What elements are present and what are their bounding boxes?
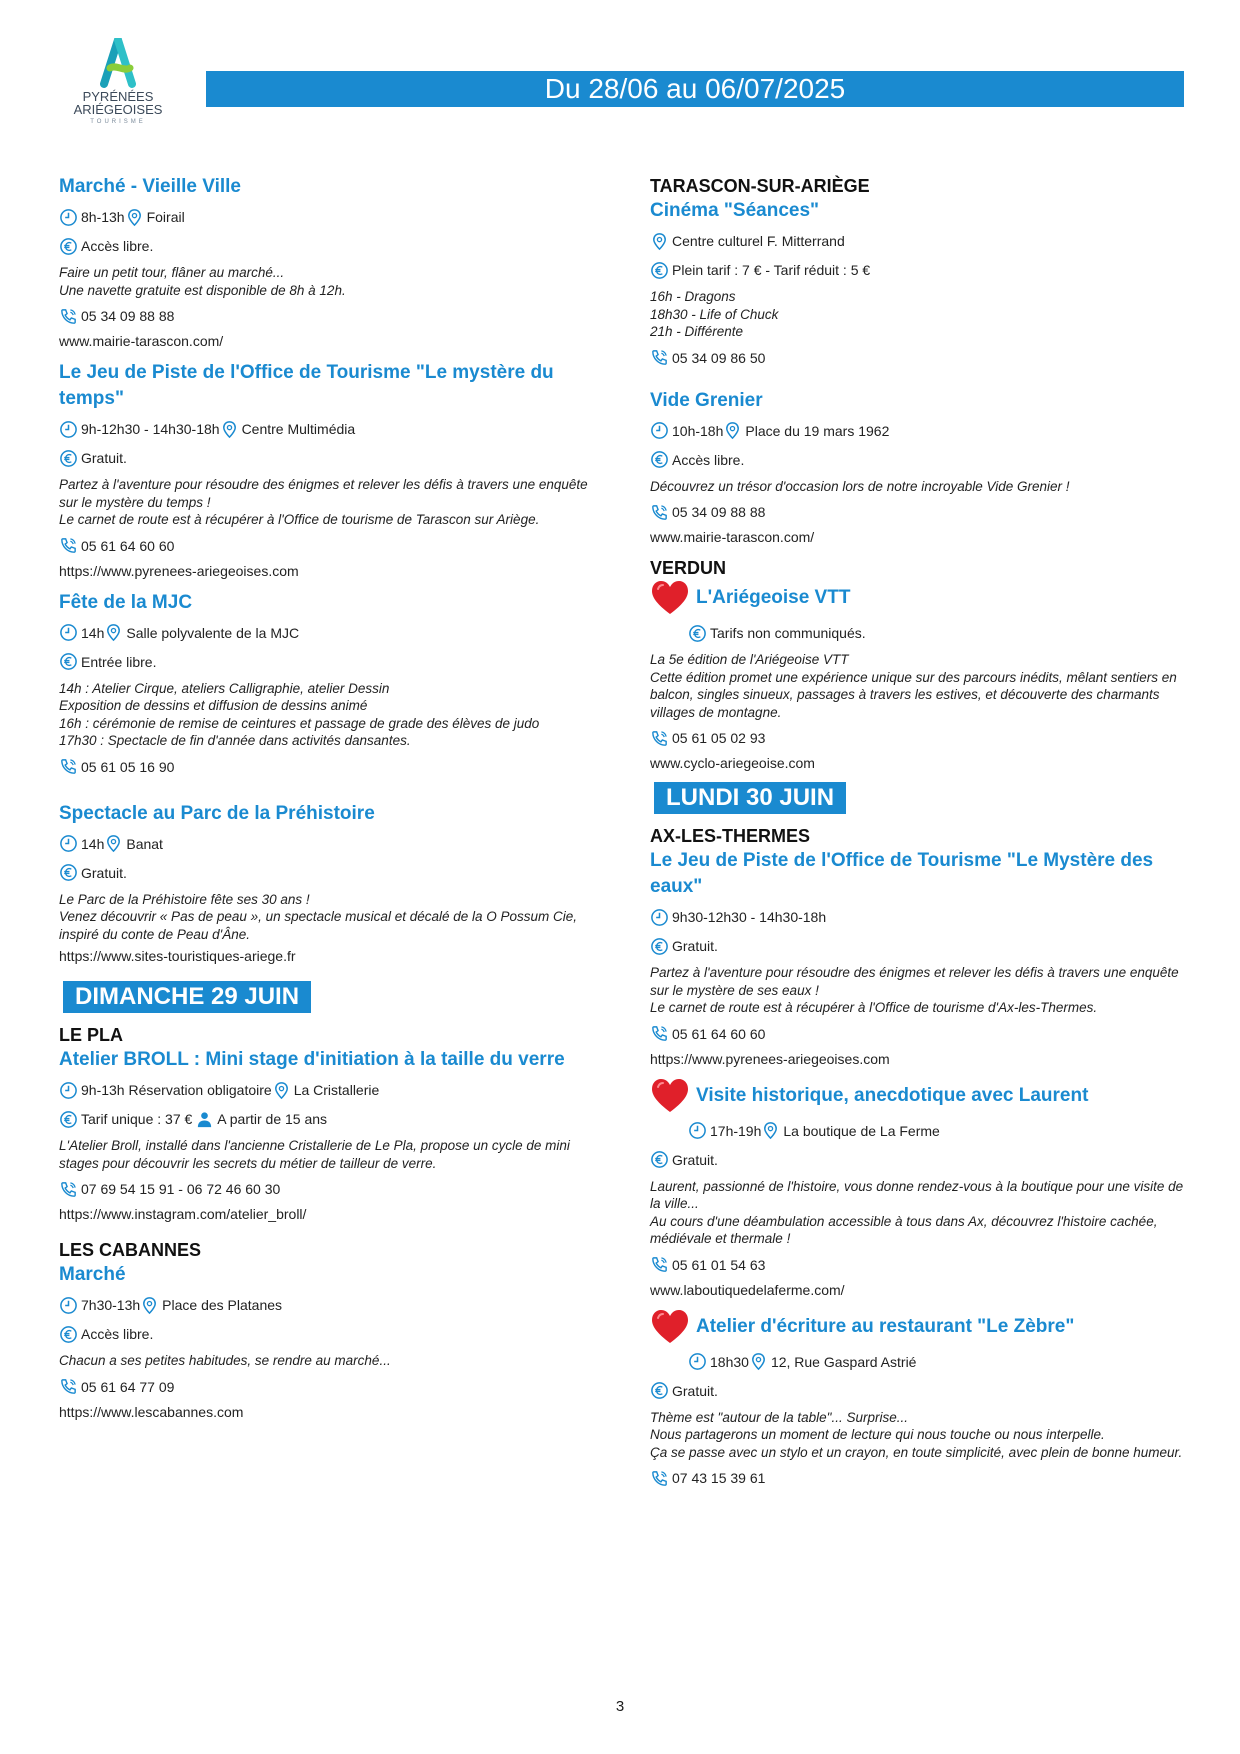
event-atelier-ecriture	[650, 1309, 1186, 1491]
price-line	[650, 934, 1186, 958]
place-heading: VERDUN	[650, 558, 727, 578]
price-line	[650, 1379, 1186, 1403]
location-pin-icon	[104, 834, 123, 853]
event-location: Foirail	[146, 209, 185, 225]
euro-icon	[650, 1150, 669, 1169]
time-location-line	[688, 1119, 1186, 1143]
event-title: Cinéma "Séances"	[650, 200, 820, 221]
event-location: La boutique de La Ferme	[783, 1122, 940, 1139]
event-price: Gratuit.	[672, 1382, 718, 1399]
event-title: Le Jeu de Piste de l'Office de Tourisme "Le mystère du temps"	[59, 362, 554, 409]
event-time: 10h-18h	[672, 422, 724, 439]
event-cinema-seances	[650, 198, 1186, 370]
phone-line	[59, 534, 599, 558]
brand-logo	[62, 38, 174, 125]
location-pin-icon	[723, 421, 742, 440]
event-time: 9h-13h Réservation obligatoire	[81, 1082, 272, 1098]
logo-text-line1: PYRÉNÉES	[82, 89, 154, 104]
clock-icon	[59, 1081, 78, 1100]
time-line	[650, 905, 1186, 929]
logo-text-line3: TOURISME	[90, 119, 146, 125]
event-url[interactable]: https://www.sites-touristiques-ariege.fr	[59, 948, 296, 964]
phone-icon	[59, 536, 78, 555]
right-column	[650, 174, 1186, 1499]
price-line	[59, 234, 599, 258]
event-location: 12, Rue Gaspard Astrié	[770, 1353, 917, 1370]
event-title: L'Ariégeoise VTT	[696, 587, 851, 608]
event-phone[interactable]: 05 34 09 88 88	[672, 504, 766, 520]
logo-mark-icon	[96, 38, 140, 90]
place-heading: LES CABANNES	[59, 1240, 202, 1260]
time-location-line	[59, 417, 599, 441]
event-time: 9h-12h30 - 14h30-18h	[81, 421, 220, 437]
event-price: Entrée libre.	[81, 653, 157, 670]
phone-icon	[650, 1024, 669, 1043]
event-description: Laurent, passionné de l'histoire, vous donne rendez-vous à la boutique pour une visite de la ville... Au cours d'une déambulation accessible à tous dans Ax, découvrez l'histoire cachée, médiévale et thermale !	[650, 1178, 1184, 1246]
time-location-line	[688, 1350, 1186, 1374]
location-pin-icon	[272, 1081, 291, 1100]
phone-icon	[59, 757, 78, 776]
event-title: Marché - Vieille Ville	[59, 176, 242, 197]
price-line	[650, 448, 1186, 472]
left-column	[59, 174, 599, 1431]
phone-icon	[59, 1377, 78, 1396]
phone-icon	[650, 1469, 669, 1488]
event-price: Accès libre.	[672, 451, 745, 468]
heart-icon	[650, 580, 690, 616]
event-location: Place du 19 mars 1962	[745, 422, 890, 439]
phone-line	[59, 304, 599, 328]
event-time: 8h-13h	[81, 209, 125, 225]
phone-line	[59, 1375, 599, 1399]
place-heading: AX-LES-THERMES	[650, 826, 811, 846]
euro-icon	[59, 1325, 78, 1344]
event-location: Centre Multimédia	[241, 421, 356, 437]
event-url[interactable]: https://www.pyrenees-ariegeoises.com	[59, 562, 299, 579]
event-jeu-de-piste-eaux	[650, 848, 1186, 1069]
event-description: Chacun a ses petites habitudes, se rendre au marché...	[59, 1353, 391, 1368]
event-location: Banat	[126, 835, 163, 852]
event-description: La 5e édition de l'Ariégeoise VTT Cette édition promet une expérience unique sur des parcours inédits, mêlant sentiers en balcon, singles sinueux, passages à travers les estives, et découverte des charmants villages de montagne.	[650, 652, 1177, 720]
phone-icon	[59, 1180, 78, 1199]
event-price: Accès libre.	[81, 1326, 154, 1342]
phone-icon	[59, 307, 78, 326]
euro-icon	[688, 624, 707, 643]
event-phone[interactable]: 05 34 09 88 88	[81, 308, 175, 324]
phone-icon	[650, 729, 669, 748]
event-description: Partez à l'aventure pour résoudre des énigmes et relever les défis à travers une enquête sur le mystère du temps ! Le carnet de route est à récupérer à l'Office de tourisme de Tarascon sur Ariège.	[59, 477, 588, 527]
event-phone[interactable]: 05 61 64 77 09	[81, 1378, 175, 1395]
phone-line	[650, 1253, 1186, 1277]
phone-line	[650, 726, 1186, 750]
euro-icon	[650, 450, 669, 469]
event-url[interactable]: https://www.pyrenees-ariegeoises.com	[650, 1050, 890, 1067]
time-location-line	[59, 621, 599, 645]
place-heading: LE PLA	[59, 1025, 124, 1045]
page-number: 3	[615, 1698, 625, 1715]
event-phone[interactable]: 07 43 15 39 61	[672, 1470, 766, 1486]
phone-line	[650, 500, 1186, 524]
event-url[interactable]: https://www.lescabannes.com	[59, 1403, 244, 1420]
location-pin-icon	[220, 420, 239, 439]
euro-icon	[59, 652, 78, 671]
location-pin-icon	[125, 208, 144, 227]
heart-icon	[650, 1309, 690, 1345]
phone-icon	[650, 1255, 669, 1274]
price-line	[59, 1322, 599, 1346]
event-time: 7h30-13h	[81, 1297, 141, 1313]
event-phone[interactable]: 05 61 64 60 60	[81, 537, 175, 554]
event-title: Spectacle au Parc de la Préhistoire	[59, 802, 375, 824]
day-header-lundi: LUNDI 30 JUIN	[654, 782, 846, 814]
euro-icon	[59, 449, 78, 468]
event-title: Atelier BROLL : Mini stage d'initiation à la taille du verre	[59, 1049, 565, 1070]
time-location-line	[59, 1293, 599, 1317]
euro-icon	[650, 937, 669, 956]
price-line	[59, 446, 599, 470]
event-fete-mjc	[59, 590, 599, 779]
location-pin-icon	[104, 623, 123, 642]
event-visite-historique	[650, 1078, 1186, 1300]
event-price: Tarifs non communiqués.	[710, 625, 866, 641]
event-title: Fête de la MJC	[59, 591, 193, 613]
event-url[interactable]: https://www.instagram.com/atelier_broll/	[59, 1206, 307, 1222]
clock-icon	[59, 1296, 78, 1315]
clock-icon	[59, 834, 78, 853]
clock-icon	[59, 623, 78, 642]
event-url[interactable]: www.mairie-tarascon.com/	[650, 529, 815, 545]
event-phone[interactable]: 05 61 05 02 93	[672, 730, 766, 746]
location-line	[650, 229, 1186, 253]
event-phone[interactable]: 05 61 64 60 60	[672, 1025, 766, 1042]
event-price: Gratuit.	[672, 938, 718, 954]
event-vide-grenier	[650, 388, 1186, 548]
event-time: 9h30-12h30 - 14h30-18h	[672, 909, 827, 925]
event-price: Gratuit.	[672, 1151, 718, 1168]
event-phone[interactable]: 07 69 54 15 91 - 06 72 46 60 30	[81, 1181, 281, 1197]
day-header-dimanche: DIMANCHE 29 JUIN	[63, 981, 311, 1013]
phone-line	[650, 346, 1186, 370]
event-price: Gratuit.	[81, 864, 127, 881]
event-location: La Cristallerie	[293, 1082, 380, 1098]
event-title: Visite historique, anecdotique avec Laurent	[696, 1084, 1089, 1106]
event-price: Tarif unique : 37 €	[81, 1111, 193, 1127]
person-icon	[195, 1110, 214, 1129]
event-title-row	[650, 1309, 1186, 1345]
time-location-line	[59, 1078, 599, 1102]
clock-icon	[650, 421, 669, 440]
logo-text-line2: ARIÉGEOISES	[73, 102, 163, 117]
price-line	[650, 258, 1186, 282]
phone-line	[59, 1177, 599, 1201]
euro-icon	[650, 1381, 669, 1400]
event-time: 14h	[81, 835, 105, 852]
event-url[interactable]: www.mairie-tarascon.com/	[59, 333, 224, 349]
event-title: Vide Grenier	[650, 389, 763, 411]
time-location-line	[59, 832, 599, 856]
place-heading: TARASCON-SUR-ARIÈGE	[650, 176, 870, 196]
event-time: 14h	[81, 624, 105, 641]
event-age: A partir de 15 ans	[217, 1111, 328, 1127]
euro-icon	[59, 1110, 78, 1129]
price-line	[59, 650, 599, 674]
event-description: 16h - Dragons 18h30 - Life of Chuck 21h - Différente	[650, 289, 779, 339]
location-pin-icon	[140, 1296, 159, 1315]
event-marche-cabannes	[59, 1262, 599, 1422]
event-ariegeoise-vtt	[650, 580, 1186, 773]
event-description: Faire un petit tour, flâner au marché... Une navette gratuite est disponible de 8h à 12h.	[59, 265, 346, 298]
event-parc-prehistoire	[59, 801, 599, 967]
event-price: Plein tarif : 7 € - Tarif réduit : 5 €	[672, 262, 871, 278]
event-title: Marché	[59, 1264, 126, 1285]
event-marche-vieille-ville	[59, 174, 599, 351]
event-title-row	[650, 1078, 1186, 1114]
event-time: 18h30	[710, 1353, 749, 1370]
event-description: L'Atelier Broll, installé dans l'ancienne Cristallerie de Le Pla, propose un cycle de mini stages pour découvrir les secrets du métier de tailleur de verre.	[59, 1138, 570, 1171]
event-title-row	[650, 580, 1186, 616]
euro-icon	[59, 237, 78, 256]
event-description: Découvrez un trésor d'occasion lors de notre incroyable Vide Grenier !	[650, 478, 1070, 494]
phone-icon	[650, 348, 669, 367]
phone-line	[59, 755, 599, 779]
event-description: Thème est "autour de la table"... Surprise... Nous partagerons un moment de lecture qui nous touche ou nous interpelle. Ça se passe avec un stylo et un crayon, en toute simplicité, avec plein de bonne humeur.	[650, 1409, 1183, 1460]
event-url[interactable]: www.cyclo-ariegeoise.com	[650, 755, 815, 771]
event-url[interactable]: www.laboutiquedelaferme.com/	[650, 1281, 845, 1298]
event-description: Le Parc de la Préhistoire fête ses 30 ans ! Venez découvrir « Pas de peau », un spectacle musical et décalé de la O Possum Cie, inspiré du conte de Peau d'Âne.	[59, 891, 578, 942]
heart-icon	[650, 1078, 690, 1114]
location-pin-icon	[650, 232, 669, 251]
event-price: Gratuit.	[81, 450, 127, 466]
euro-icon	[650, 261, 669, 280]
location-pin-icon	[749, 1352, 768, 1371]
phone-icon	[650, 503, 669, 522]
event-price: Accès libre.	[81, 238, 154, 254]
clock-icon	[688, 1121, 707, 1140]
phone-line	[650, 1466, 1186, 1490]
event-location: Salle polyvalente de la MJC	[126, 624, 300, 641]
event-title: Le Jeu de Piste de l'Office de Tourisme "Le Mystère des eaux"	[650, 850, 1154, 897]
phone-line	[650, 1022, 1186, 1046]
euro-icon	[59, 863, 78, 882]
event-location: Centre culturel F. Mitterrand	[672, 233, 845, 249]
event-phone[interactable]: 05 61 05 16 90	[81, 758, 175, 775]
event-phone[interactable]: 05 34 09 86 50	[672, 349, 766, 366]
time-location-line	[59, 205, 599, 229]
price-line	[650, 1148, 1186, 1172]
event-atelier-broll	[59, 1047, 599, 1224]
price-line	[59, 1107, 599, 1131]
price-line	[59, 861, 599, 885]
date-range-banner: Du 28/06 au 06/07/2025	[206, 71, 1184, 107]
event-time: 17h-19h	[710, 1122, 762, 1139]
time-location-line	[650, 419, 1186, 443]
event-jeu-de-piste-temps	[59, 360, 599, 581]
event-description: 14h : Atelier Cirque, ateliers Calligraphie, atelier Dessin Exposition de dessins et diffusion de dessins animé 16h : cérémonie de remise de ceintures et passage de grade des élèves de judo 17h30 : Spectacle de fin d'année dans activités dansantes.	[59, 680, 540, 748]
price-line	[688, 621, 1186, 645]
clock-icon	[650, 908, 669, 927]
clock-icon	[59, 208, 78, 227]
location-pin-icon	[761, 1121, 780, 1140]
event-description: Partez à l'aventure pour résoudre des énigmes et relever les défis à travers une enquête sur le mystère de ses eaux ! Le carnet de route est à récupérer à l'Office de tourisme d'Ax-les-Thermes.	[650, 965, 1179, 1015]
clock-icon	[59, 420, 78, 439]
event-location: Place des Platanes	[162, 1297, 283, 1313]
event-phone[interactable]: 05 61 01 54 63	[672, 1256, 766, 1273]
clock-icon	[688, 1352, 707, 1371]
event-title: Atelier d'écriture au restaurant "Le Zèbre"	[696, 1315, 1075, 1337]
